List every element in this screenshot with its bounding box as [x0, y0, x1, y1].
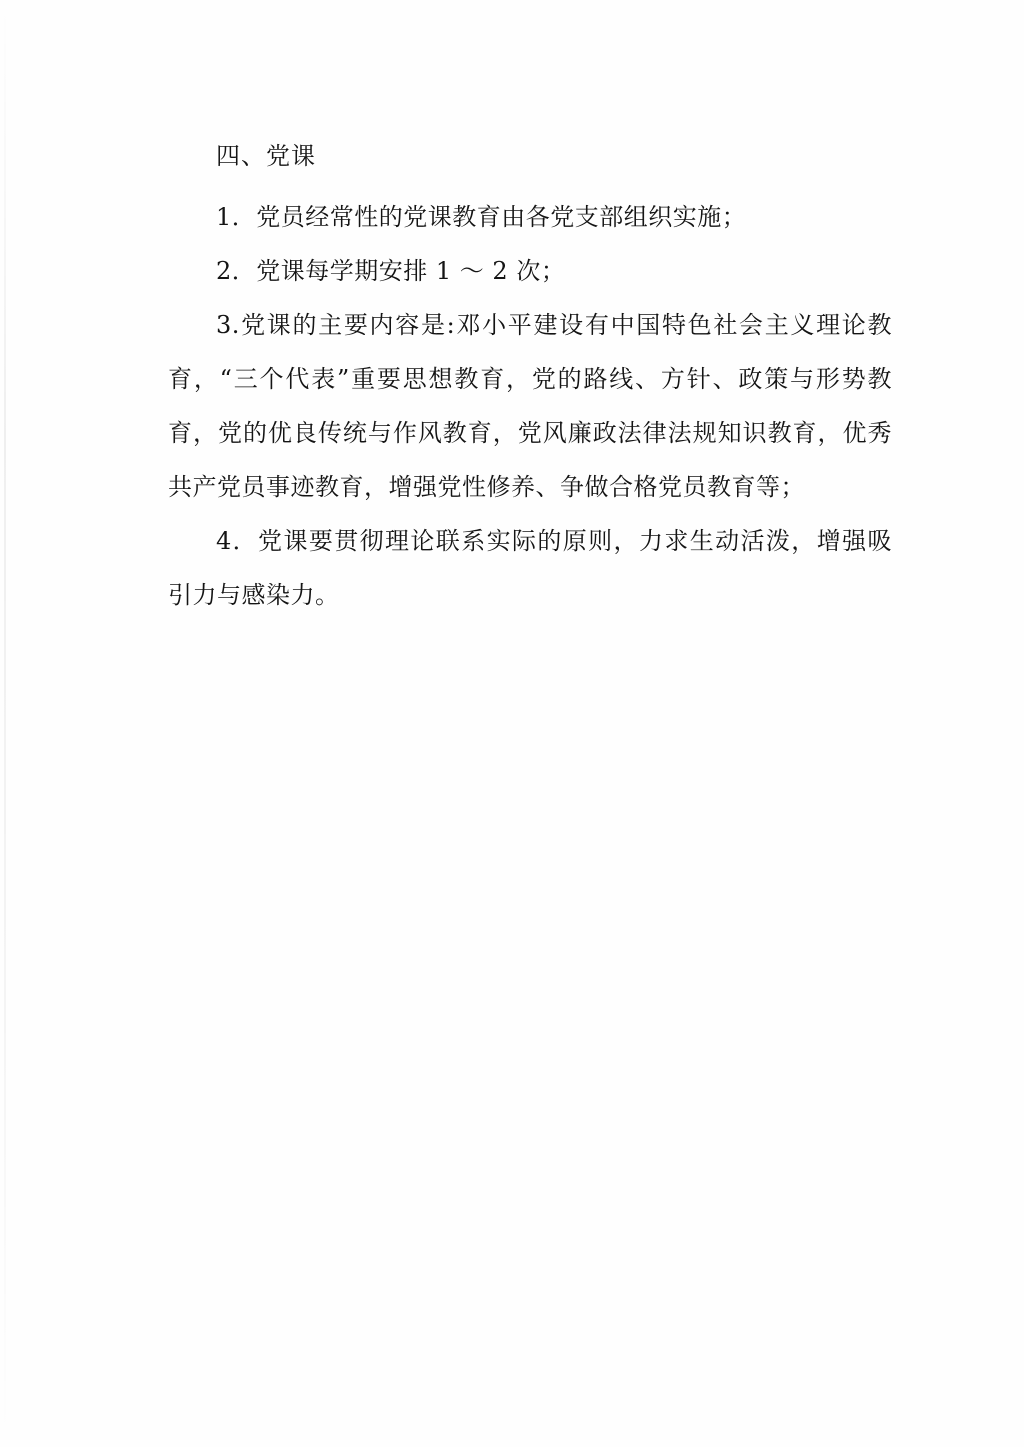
section-heading: 四、党课 [216, 142, 316, 170]
list-item-3: 3.党课的主要内容是:邓小平建设有中国特色社会主义理论教育，“三个代表”重要思想教育，党的路线、方针、政策与形势教育，党的优良传统与作风教育，党风廉政法律法规知识教育，优秀共产党员事迹教育，增强党性修养、争做合格党员教育等； [168, 311, 892, 501]
scan-edge-shadow [4, 0, 6, 1447]
document-body [168, 136, 892, 622]
list-item-1: 1．党员经常性的党课教育由各党支部组织实施； [216, 203, 747, 231]
list-item-2: 2．党课每学期安排 1 ～ 2 次； [216, 257, 566, 285]
list-item-4: 4．党课要贯彻理论联系实际的原则，力求生动活泼，增强吸引力与感染力。 [168, 527, 892, 609]
